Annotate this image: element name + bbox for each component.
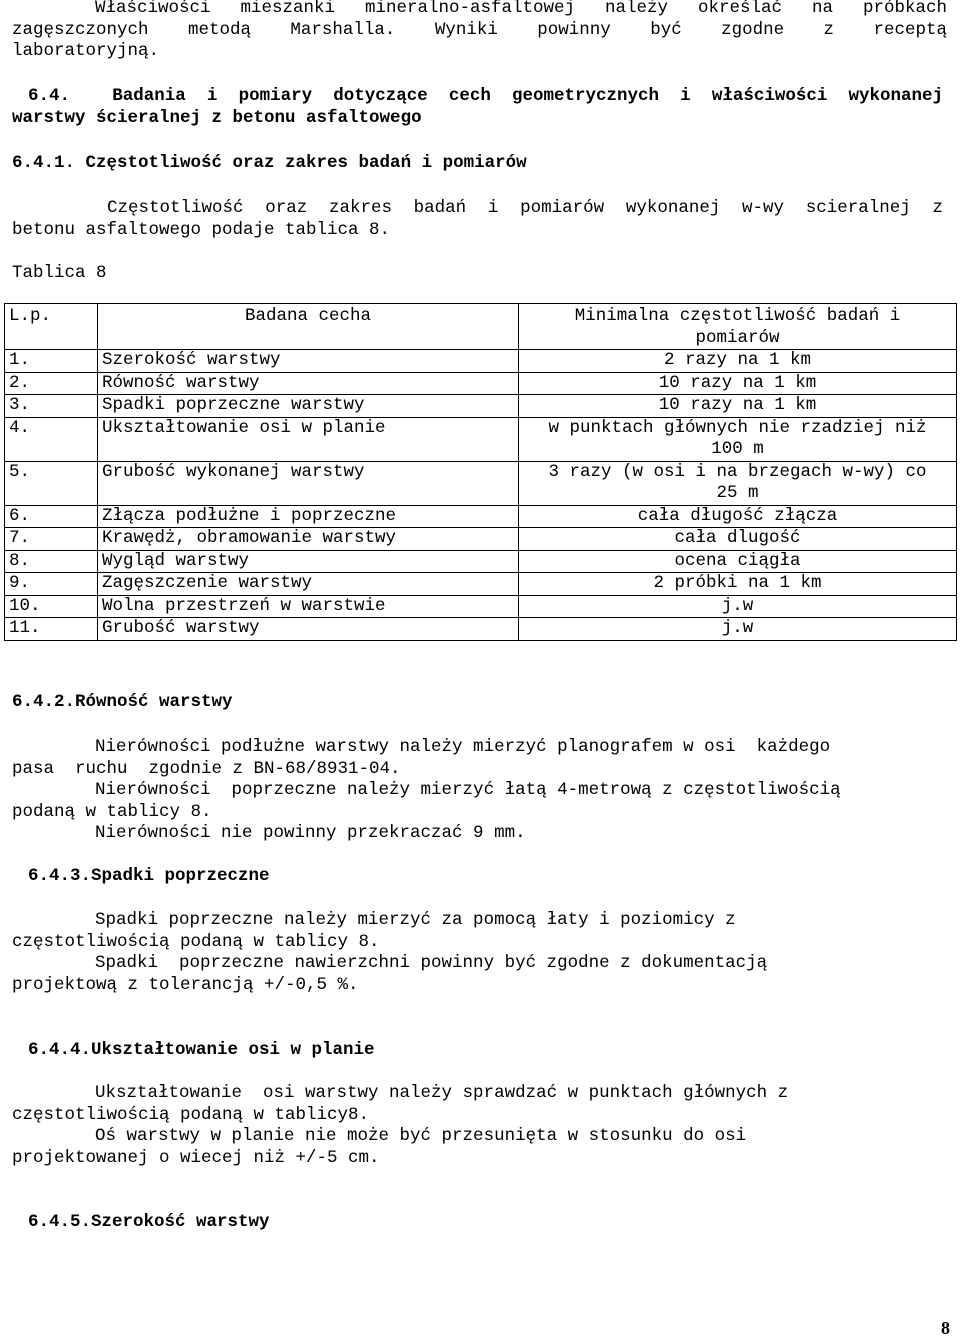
table-row	[5, 461, 957, 505]
header-feature: Badana cecha	[98, 304, 519, 350]
row-number: 3.	[5, 395, 98, 418]
table-row	[5, 372, 957, 395]
row-frequency: w punktach głównych nie rzadziej niż 100 m	[519, 417, 957, 461]
row-number: 8.	[5, 550, 98, 573]
intro-line-2: zagęszczonych metodą Marshalla. Wyniki powinny być zgodne z receptą	[12, 20, 947, 40]
row-frequency: 2 razy na 1 km	[519, 350, 957, 373]
table-row	[5, 417, 957, 461]
table-row	[5, 350, 957, 373]
row-feature: Złącza podłużne i poprzeczne	[98, 505, 519, 528]
row-number: 10.	[5, 595, 98, 618]
section-6-4-heading-line-2: warstwy ścieralnej z betonu asfaltowego	[12, 108, 422, 128]
row-frequency: 2 próbki na 1 km	[519, 573, 957, 596]
table-row	[5, 573, 957, 596]
row-number: 11.	[5, 618, 98, 641]
row-number: 1.	[5, 350, 98, 373]
row-frequency: 10 razy na 1 km	[519, 395, 957, 418]
row-feature: Spadki poprzeczne warstwy	[98, 395, 519, 418]
row-frequency: 3 razy (w osi i na brzegach w-wy) co 25 m	[519, 461, 957, 505]
section-6-4-3-line-2: częstotliwością podaną w tablicy 8.	[12, 932, 380, 952]
section-6-4-1-heading: 6.4.1. Częstotliwość oraz zakres badań i pomiarów	[12, 153, 527, 173]
section-6-4-3-line-1: Spadki poprzeczne należy mierzyć za pomocą łaty i poziomicy z	[95, 910, 736, 930]
section-6-4-3-line-3: Spadki poprzeczne nawierzchni powinny być zgodne z dokumentacją	[95, 953, 768, 973]
section-6-4-2-line-3: Nierówności poprzeczne należy mierzyć łatą 4-metrową z częstotliwością	[95, 780, 841, 800]
row-number: 6.	[5, 505, 98, 528]
row-frequency: 10 razy na 1 km	[519, 372, 957, 395]
row-frequency: ocena ciągła	[519, 550, 957, 573]
row-feature: Równość warstwy	[98, 372, 519, 395]
table-header-row	[5, 304, 957, 350]
row-number: 7.	[5, 528, 98, 551]
row-feature: Krawędż, obramowanie warstwy	[98, 528, 519, 551]
table-row	[5, 395, 957, 418]
table-row	[5, 528, 957, 551]
section-6-4-1-paragraph-line-2: betonu asfaltowego podaje tablica 8.	[12, 220, 391, 240]
section-6-4-2-line-2: pasa ruchu zgodnie z BN-68/8931-04.	[12, 759, 401, 779]
row-number: 4.	[5, 417, 98, 461]
table-caption: Tablica 8	[12, 263, 107, 283]
row-number: 5.	[5, 461, 98, 505]
section-6-4-4-line-1: Ukształtowanie osi warstwy należy sprawdzać w punktach głównych z	[95, 1083, 789, 1103]
row-feature: Zagęszczenie warstwy	[98, 573, 519, 596]
row-frequency: cała długość złącza	[519, 505, 957, 528]
row-feature: Szerokość warstwy	[98, 350, 519, 373]
table-row	[5, 550, 957, 573]
header-frequency: Minimalna częstotliwość badań i pomiarów	[519, 304, 957, 350]
row-frequency: j.w	[519, 595, 957, 618]
row-number: 2.	[5, 372, 98, 395]
row-feature: Wolna przestrzeń w warstwie	[98, 595, 519, 618]
section-6-4-4-heading: 6.4.4.Ukształtowanie osi w planie	[28, 1040, 375, 1060]
intro-line-3: laboratoryjną.	[12, 41, 160, 61]
table-row	[5, 618, 957, 641]
row-feature: Wygląd warstwy	[98, 550, 519, 573]
section-6-4-3-heading: 6.4.3.Spadki poprzeczne	[28, 866, 270, 886]
section-6-4-4-line-4: projektowanej o wiecej niż +/-5 cm.	[12, 1148, 380, 1168]
section-6-4-2-line-1: Nierówności podłużne warstwy należy mierzyć planografem w osi każdego	[95, 737, 831, 757]
section-6-4-2-line-5: Nierówności nie powinny przekraczać 9 mm.	[95, 823, 526, 843]
page-number: 8	[941, 1318, 950, 1338]
section-6-4-4-line-3: Oś warstwy w planie nie może być przesunięta w stosunku do osi	[95, 1126, 747, 1146]
header-lp: L.p.	[5, 304, 98, 350]
section-6-4-2-line-4: podaną w tablicy 8.	[12, 802, 212, 822]
row-feature: Ukształtowanie osi w planie	[98, 417, 519, 461]
row-feature: Grubość warstwy	[98, 618, 519, 641]
row-frequency: j.w	[519, 618, 957, 641]
table-row	[5, 595, 957, 618]
section-6-4-4-line-2: częstotliwością podaną w tablicy8.	[12, 1105, 370, 1125]
section-6-4-5-heading: 6.4.5.Szerokość warstwy	[28, 1212, 270, 1232]
section-6-4-1-paragraph-line-1: Częstotliwość oraz zakres badań i pomiarów wykonanej w-wy scieralnej z	[107, 198, 943, 218]
row-number: 9.	[5, 573, 98, 596]
section-6-4-heading-line-1: 6.4. Badania i pomiary dotyczące cech geometrycznych i właściwości wykonanej	[28, 86, 943, 106]
row-frequency: cała dlugość	[519, 528, 957, 551]
row-feature: Grubość wykonanej warstwy	[98, 461, 519, 505]
section-6-4-3-line-4: projektową z tolerancją +/-0,5 %.	[12, 975, 359, 995]
table-row	[5, 505, 957, 528]
frequency-table	[4, 303, 957, 641]
intro-line-1: Właściwości mieszanki mineralno-asfaltowej należy określać na próbkach	[95, 0, 947, 18]
section-6-4-2-heading: 6.4.2.Równość warstwy	[12, 692, 233, 712]
